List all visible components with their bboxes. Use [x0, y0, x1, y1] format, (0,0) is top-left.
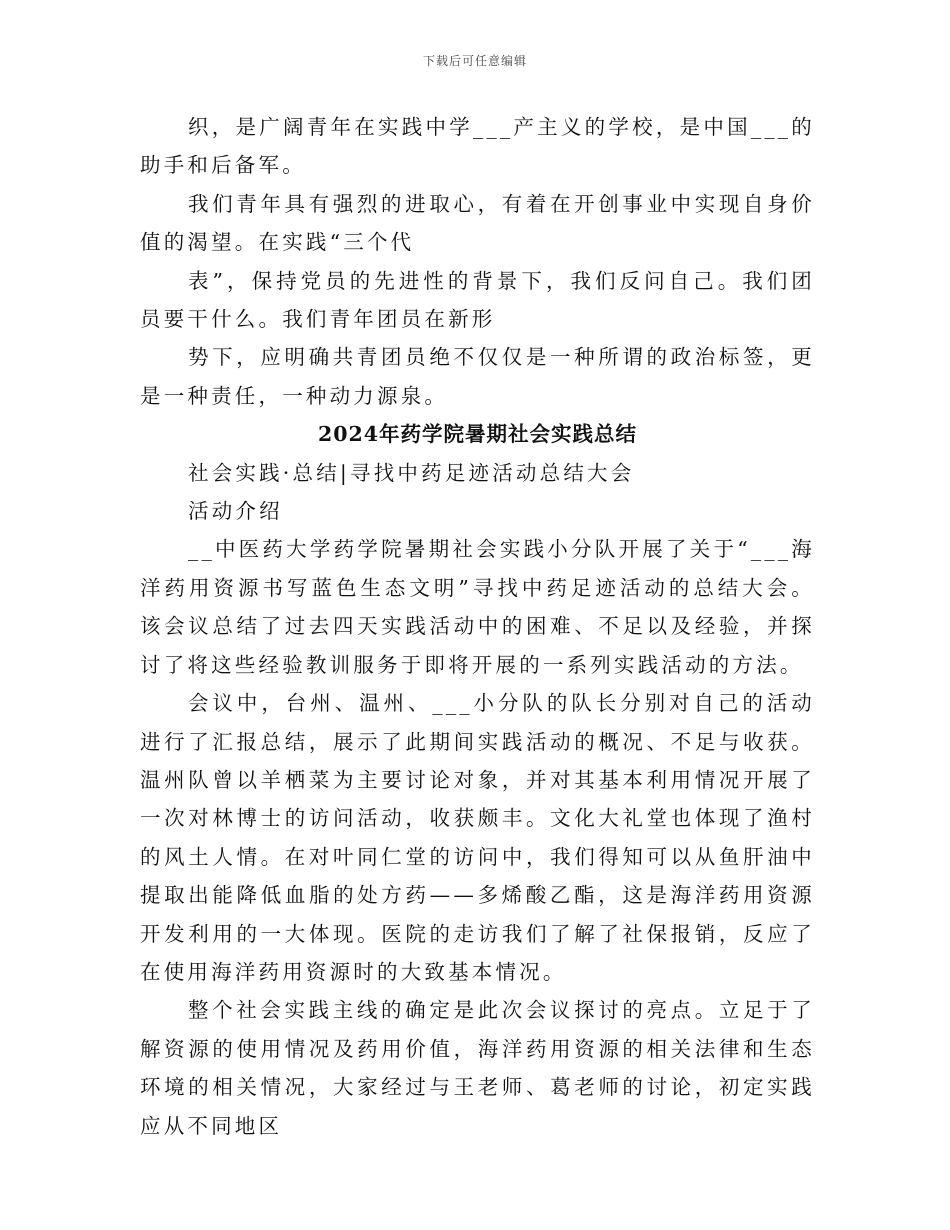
paragraph-6: 会议中，台州、温州、___小分队的队长分别对自己的活动进行了汇报总结，展示了此期间实践活动的概况、不足与收获。温州队曾以羊栖菜为主要讨论对象，并对其基本利用情况开展了一次对林博士的访问活动，收获颇丰。文化大礼堂也体现了渔村的风土人情。在对叶同仁堂的访问中，我们得知可以从鱼肝油中提取出能降低血脂的处方药——多烯酸乙酯，这是海洋药用资源开发利用的一大体现。医院的走访我们了解了社保报销，反应了在使用海洋药用资源时的大致基本情况。 — [140, 691, 815, 984]
paragraph-3: 表”，保持党员的先进性的背景下，我们反问自己。我们团员要干什么。我们青年团员在新形 — [140, 268, 815, 332]
subtitle: 社会实践·总结|寻找中药足迹活动总结大会 — [188, 460, 635, 485]
paragraph-7: 整个社会实践主线的确定是此次会议探讨的亮点。立足于了解资源的使用情况及药用价值，海洋药用资源的相关法律和生态环境的相关情况，大家经过与王老师、葛老师的讨论，初定实践应从不同地区 — [140, 998, 815, 1138]
document-title: 2024年药学院暑期社会实践总结 — [317, 422, 638, 447]
paragraph-1: 织，是广阔青年在实践中学___产主义的学校，是中国___的助手和后备军。 — [140, 115, 815, 178]
section-heading: 活动介绍 — [188, 499, 283, 524]
paragraph-2: 我们青年具有强烈的进取心，有着在开创事业中实现自身价值的渴望。在实践“三个代 — [140, 191, 815, 255]
paragraph-5: __中医药大学药学院暑期社会实践小分队开展了关于“___海洋药用资源书写蓝色生态文明”寻找中药足迹活动的总结大会。该会议总结了过去四天实践活动中的困难、不足以及经验，并探讨了将这些经验教训服务于即将开展的一系列实践活动的方法。 — [140, 537, 815, 677]
page-header: 下载后可任意编辑 — [422, 54, 527, 68]
paragraph-4: 势下，应明确共青团员绝不仅仅是一种所谓的政治标签，更是一种责任，一种动力源泉。 — [140, 345, 815, 408]
document-body — [140, 108, 815, 1145]
